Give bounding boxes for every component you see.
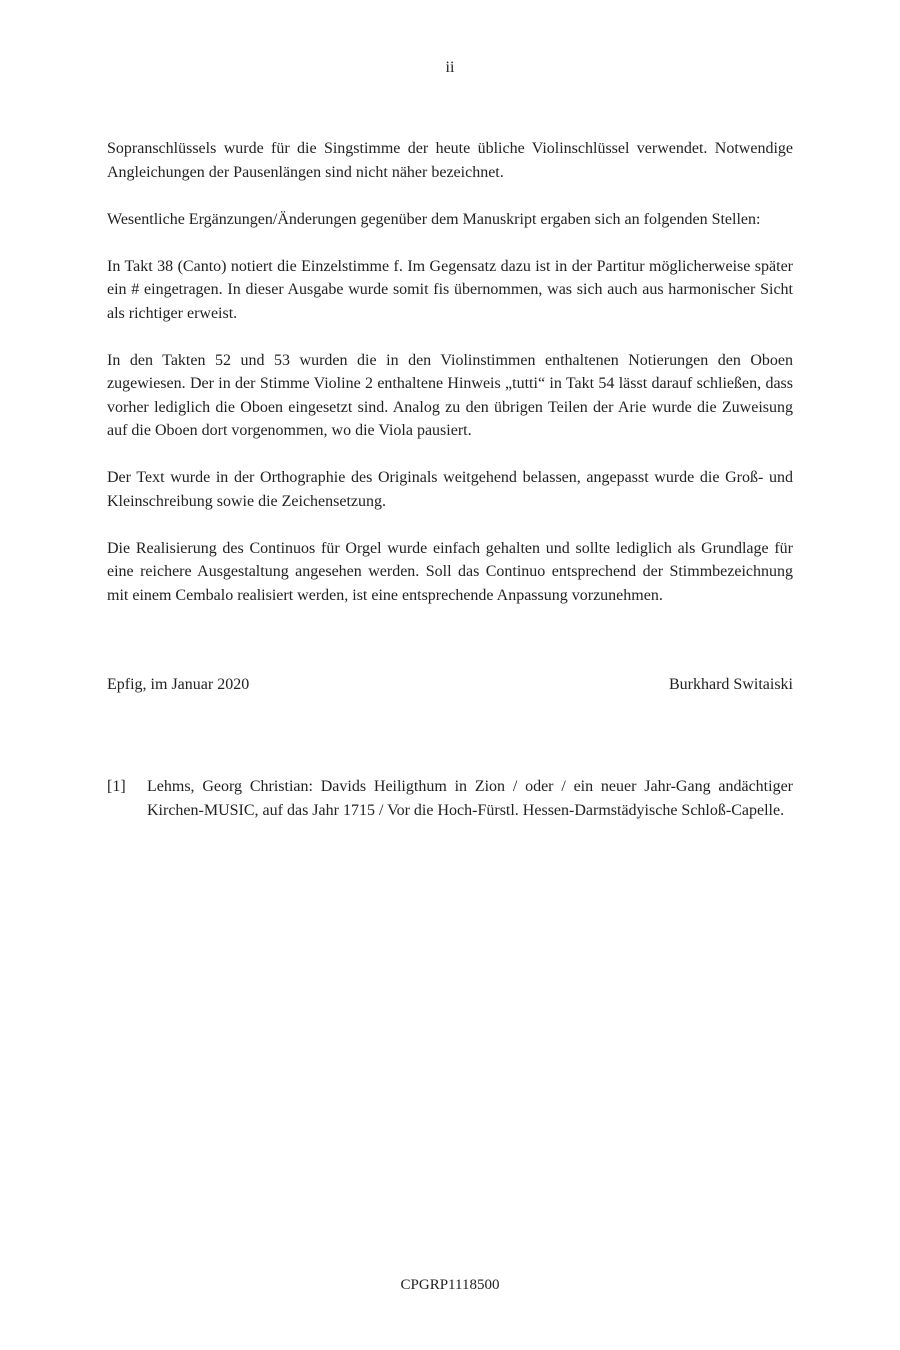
footnote-marker: [1] — [107, 778, 126, 795]
place-date: Epfig, im Januar 2020 — [107, 676, 250, 693]
catalog-number: CPGRP1118500 — [400, 1277, 500, 1293]
footnote — [107, 775, 793, 822]
paragraph-text-orthography: Der Text wurde in der Orthographie des Originals weitgehend belassen, angepasst wurde die Groß- und Kleinschreibung sowie die Zeichensetzung. — [107, 469, 793, 510]
paragraph-clef-notes: Sopranschlüssels wurde für die Singstimme der heute übliche Violinschlüssel verwendet. Notwendige Angleichungen der Pausenlängen sind nicht näher bezeichnet. — [107, 140, 793, 181]
paragraph-measure-38: In Takt 38 (Canto) notiert die Einzelstimme f. Im Gegensatz dazu ist in der Partitur möglicherweise später ein # eingetragen. In dieser Ausgabe wurde somit fis übernommen, was sich auch aus harmonischer Sicht als richtiger erweist. — [107, 257, 793, 322]
body-text — [107, 137, 793, 631]
page-number: ii — [445, 59, 455, 76]
signature-line — [107, 673, 793, 697]
paragraph-continuo: Die Realisierung des Continuos für Orgel wurde einfach gehalten und sollte lediglich als Grundlage für eine reichere Ausgestaltung angesehen werden. Soll das Continuo entsprechend der Stimmbezeichnung mit einem Cembalo realisiert werden, ist eine entsprechende Anpassung vorzunehmen. — [107, 539, 793, 604]
footnote-text: Lehms, Georg Christian: Davids Heiligthum in Zion / oder / ein neuer Jahr-Gang andächtiger Kirchen-MUSIC, auf das Jahr 1715 / Vor die Hoch-Fürstl. Hessen-Darmstädyische Schloß-Capelle. — [147, 778, 793, 819]
paragraph-measures-52-53: In den Takten 52 und 53 wurden die in den Violinstimmen enthaltenen Notierungen den Oboen zugewiesen. Der in der Stimme Violine 2 enthaltene Hinweis „tutti“ in Takt 54 lässt darauf schließen, dass vorher lediglich die Oboen eingesetzt sind. Analog zu den übrigen Teilen der Arie wurde die Zuweisung auf die Oboen dort vorgenommen, wo die Viola pausiert. — [107, 351, 793, 439]
paragraph-changes-intro: Wesentliche Ergänzungen/Änderungen gegenüber dem Manuskript ergaben sich an folgenden Stellen: — [107, 210, 761, 228]
author-name: Burkhard Switaiski — [669, 676, 793, 693]
